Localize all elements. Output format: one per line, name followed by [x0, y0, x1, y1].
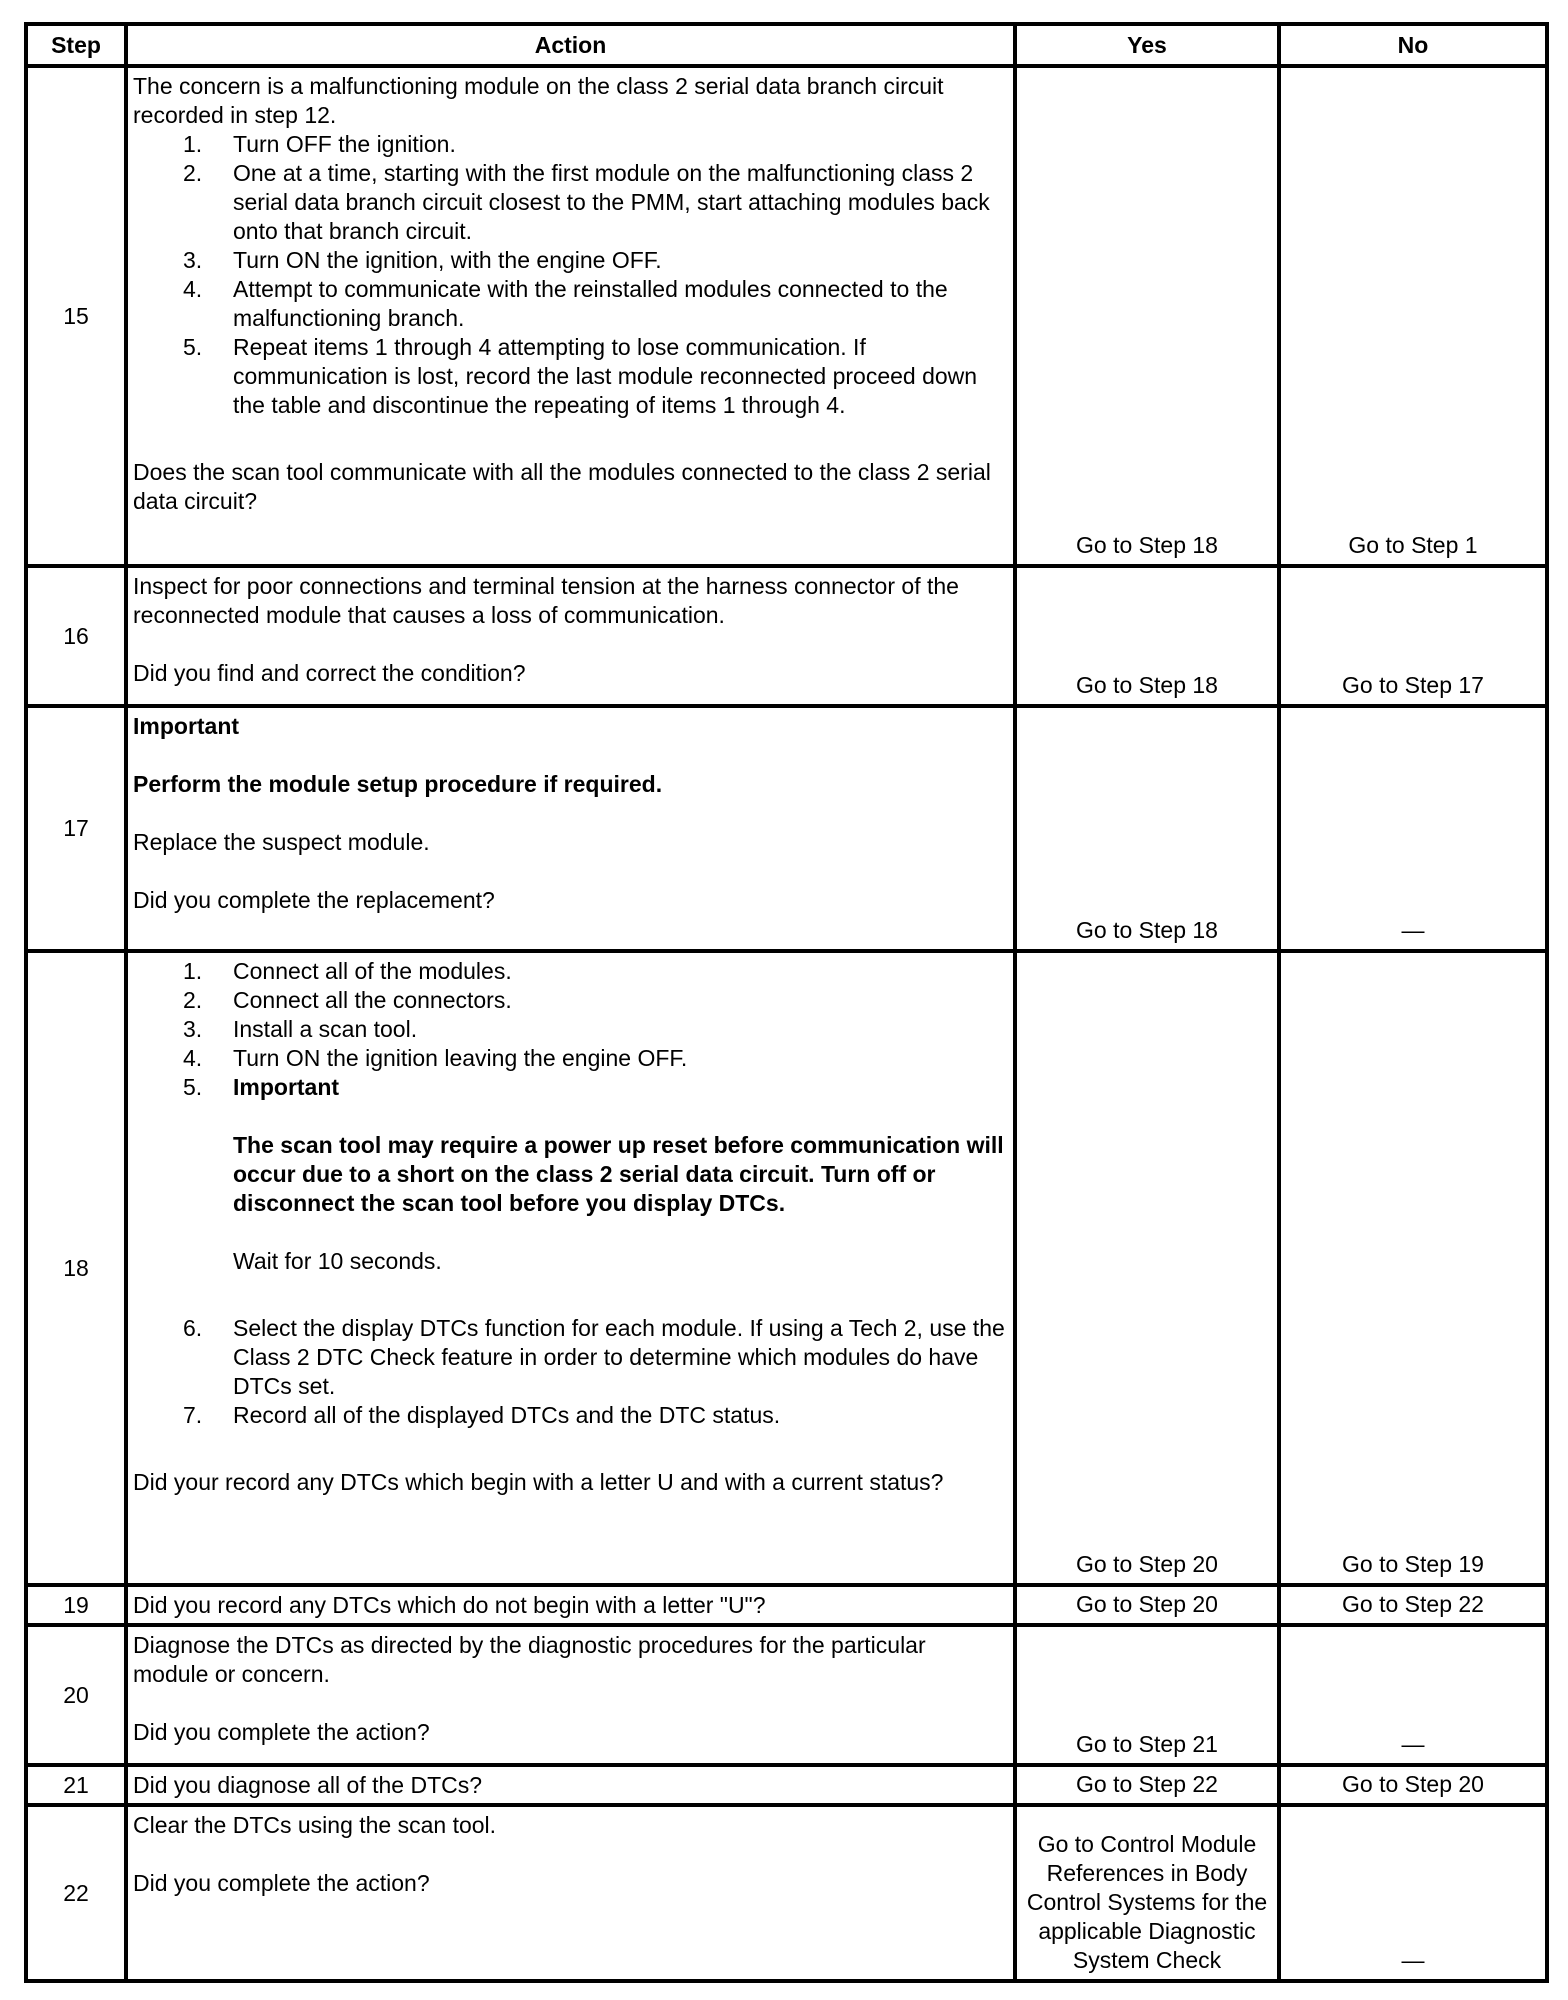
table-row	[26, 566, 1547, 706]
step-action	[126, 1625, 1015, 1765]
action-text: Replace the suspect module.	[133, 829, 430, 855]
list-item: 4. Attempt to communicate with the reinstalled modules connected to the malfunctioning branch.	[183, 276, 948, 331]
no-result: Go to Step 20	[1279, 1765, 1547, 1805]
no-result: Go to Step 17	[1279, 566, 1547, 706]
action-question: Did you find and correct the condition?	[133, 660, 526, 686]
action-question: Did you diagnose all of the DTCs?	[133, 1771, 483, 1798]
action-question: Did your record any DTCs which begin with a letter U and with a current status?	[133, 1469, 944, 1495]
important-text: The scan tool may require a power up reset before communication will occur due to a short on the class 2 serial data circuit. Turn off or disconnect the scan tool before you display DTCs.	[233, 1132, 1004, 1216]
list-item: 3. Turn ON the ignition, with the engine OFF.	[183, 247, 662, 273]
header-no: No	[1279, 24, 1547, 66]
list-item: 4. Turn ON the ignition leaving the engine OFF.	[183, 1045, 688, 1071]
yes-result: Go to Step 20	[1015, 951, 1279, 1585]
list-item: 3. Install a scan tool.	[183, 1016, 418, 1042]
no-result: Go to Step 1	[1279, 66, 1547, 566]
step-action	[126, 1585, 1015, 1625]
important-label: Important	[233, 1074, 340, 1100]
yes-result: Go to Step 21	[1015, 1625, 1279, 1765]
action-text: Inspect for poor connections and terminal tension at the harness connector of the reconnected module that causes a loss of communication.	[133, 573, 959, 628]
yes-result: Go to Step 20	[1015, 1585, 1279, 1625]
yes-result: Go to Step 18	[1015, 706, 1279, 951]
step-action	[126, 1765, 1015, 1805]
action-text: Diagnose the DTCs as directed by the diagnostic procedures for the particular module or concern.	[133, 1632, 926, 1687]
action-question: Does the scan tool communicate with all the modules connected to the class 2 serial data circuit?	[133, 459, 991, 514]
important-label: Important	[133, 713, 240, 739]
step-action	[126, 1805, 1015, 1981]
table-row	[26, 1585, 1547, 1625]
no-result: Go to Step 22	[1279, 1585, 1547, 1625]
no-result: Go to Step 19	[1279, 951, 1547, 1585]
no-result: —	[1279, 1805, 1547, 1981]
list-item: 1. Turn OFF the ignition.	[183, 131, 456, 157]
list-item: 7. Record all of the displayed DTCs and the DTC status.	[183, 1402, 781, 1428]
step-action	[126, 951, 1015, 1585]
step-number: 16	[26, 566, 126, 706]
list-item: 2. One at a time, starting with the first module on the malfunctioning class 2 serial data branch circuit closest to the PMM, start attaching modules back onto that branch circuit.	[183, 160, 990, 244]
action-intro: The concern is a malfunctioning module on the class 2 serial data branch circuit recorded in step 12.	[133, 73, 944, 128]
step-number: 19	[26, 1585, 126, 1625]
no-result: —	[1279, 1625, 1547, 1765]
table-row	[26, 951, 1547, 1585]
yes-result: Go to Step 18	[1015, 66, 1279, 566]
table-row	[26, 66, 1547, 566]
step-action	[126, 66, 1015, 566]
important-text: Perform the module setup procedure if required.	[133, 771, 663, 797]
item-text: Wait for 10 seconds.	[233, 1248, 442, 1274]
table-row	[26, 706, 1547, 951]
action-question: Did you complete the replacement?	[133, 887, 495, 913]
yes-result: Go to Step 22	[1015, 1765, 1279, 1805]
step-number: 22	[26, 1805, 126, 1981]
header-yes: Yes	[1015, 24, 1279, 66]
list-item: 2. Connect all the connectors.	[183, 987, 512, 1013]
step-action	[126, 706, 1015, 951]
header-step: Step	[26, 24, 126, 66]
header-action: Action	[126, 24, 1015, 66]
list-item: 5. Repeat items 1 through 4 attempting to lose communication. If communication is lost, record the last module reconnected proceed down the table and discontinue the repeating of items 1 through 4.	[183, 334, 978, 418]
step-number: 18	[26, 951, 126, 1585]
action-steps-list	[133, 130, 1007, 420]
table-row	[26, 1805, 1547, 1981]
table-row	[26, 1765, 1547, 1805]
step-number: 20	[26, 1625, 126, 1765]
table-header-row	[26, 24, 1547, 66]
action-steps-list	[133, 957, 1007, 1430]
step-action	[126, 566, 1015, 706]
yes-result: Go to Control Module References in Body Control Systems for the applicable Diagnostic System Check	[1015, 1805, 1279, 1981]
list-item: 1. Connect all of the modules.	[183, 958, 512, 984]
step-number: 17	[26, 706, 126, 951]
list-item: 6. Select the display DTCs function for each module. If using a Tech 2, use the Class 2 DTC Check feature in order to determine which modules do have DTCs set.	[183, 1315, 1005, 1399]
table-row	[26, 1625, 1547, 1765]
step-number: 21	[26, 1765, 126, 1805]
list-item: 5. Important The scan tool may require a power up reset before communication will occur due to a short on the class 2 serial data circuit. Turn off or disconnect the scan tool before you display DTCs. Wait for 10 seconds.	[183, 1073, 1007, 1276]
no-result: —	[1279, 706, 1547, 951]
action-text: Clear the DTCs using the scan tool.	[133, 1812, 497, 1838]
action-question: Did you record any DTCs which do not begin with a letter "U"?	[133, 1591, 766, 1618]
diagnostic-steps-table	[24, 22, 1549, 1983]
yes-result: Go to Step 18	[1015, 566, 1279, 706]
step-number: 15	[26, 66, 126, 566]
action-question: Did you complete the action?	[133, 1870, 430, 1896]
action-question: Did you complete the action?	[133, 1719, 430, 1745]
